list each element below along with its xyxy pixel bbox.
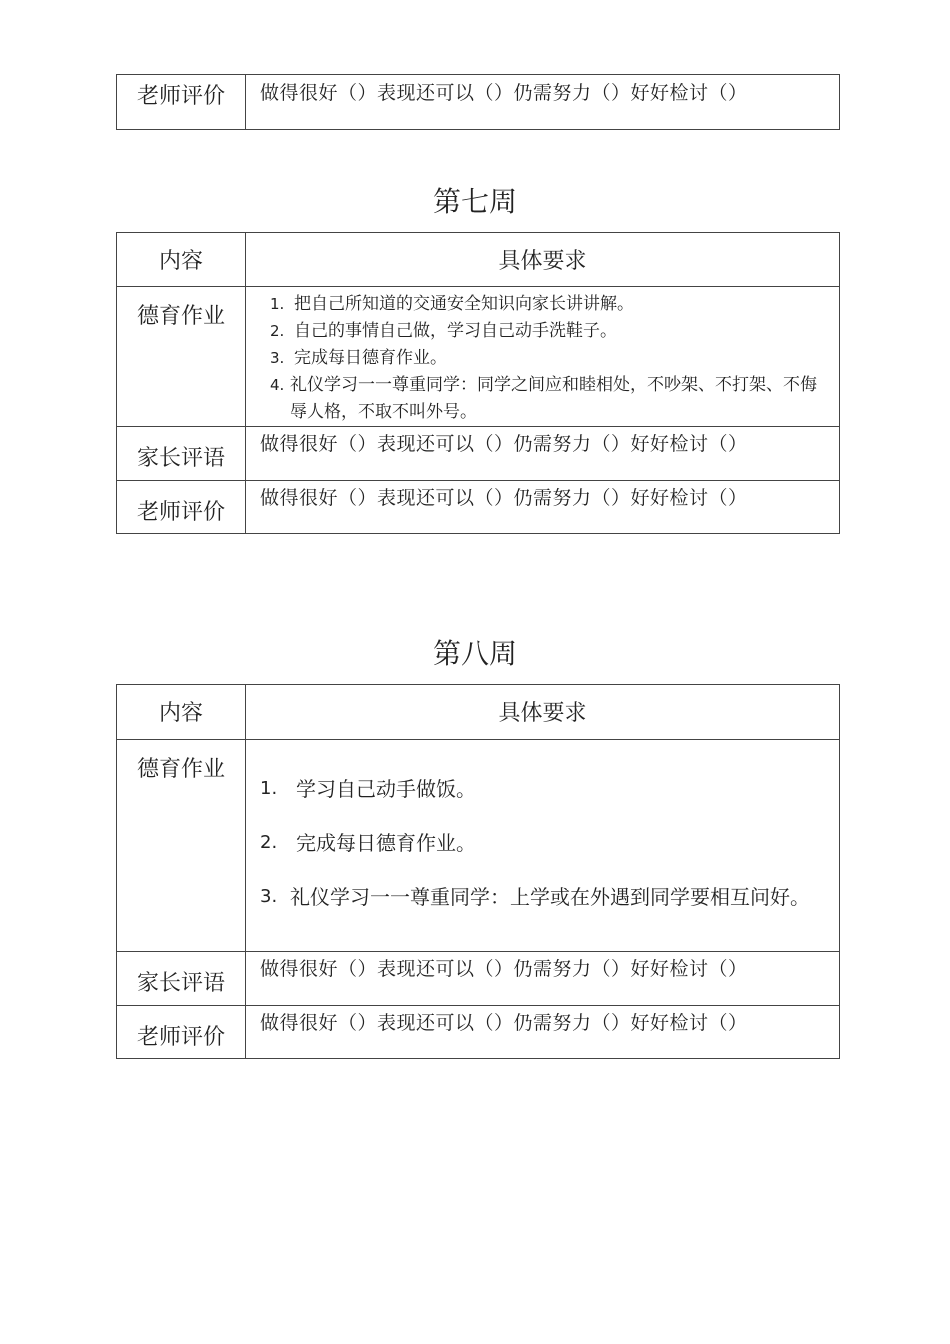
list-item — [270, 291, 825, 318]
list-item — [270, 318, 825, 345]
list-item-text: 学习自己动手做饭。 — [296, 777, 476, 801]
list-item-text: 自己的事情自己做，学习自己动手洗鞋子。 — [294, 321, 617, 341]
list-item-number: 2. — [260, 832, 278, 853]
week8-parent-row — [117, 952, 840, 1006]
week7-teacher-options: 做得很好（）表现还可以（）仍需努力（）好好检讨（） — [246, 481, 840, 534]
week8-header-row — [117, 685, 840, 740]
week8-teacher-row — [117, 1006, 840, 1059]
week7-moral-row — [117, 287, 840, 427]
list-item — [270, 372, 825, 426]
week8-title: 第八周 — [432, 637, 517, 670]
list-item-text: 礼仪学习一一尊重同学：上学或在外遇到同学要相互问好。 — [290, 885, 810, 909]
list-item — [260, 870, 823, 924]
week7-moral-list — [246, 287, 839, 426]
list-item-text: 完成每日德育作业。 — [294, 348, 447, 368]
week8-moral-row — [117, 740, 840, 952]
week8-teacher-label: 老师评价 — [117, 1006, 246, 1059]
week8-table — [116, 684, 840, 1059]
list-item-number: 2. — [270, 322, 285, 340]
week7-moral-content — [246, 287, 840, 427]
list-item-number: 3. — [260, 886, 278, 907]
week8-parent-options: 做得很好（）表现还可以（）仍需努力（）好好检讨（） — [246, 952, 840, 1006]
week7-teacher-label: 老师评价 — [117, 481, 246, 534]
list-item — [270, 345, 825, 372]
week7-parent-options: 做得很好（）表现还可以（）仍需努力（）好好检讨（） — [246, 427, 840, 481]
list-item-text: 礼仪学习一一尊重同学：同学之间应和睦相处，不吵架、不打架、不侮辱人格，不取不叫外号。 — [290, 375, 817, 422]
week7-table — [116, 232, 840, 534]
list-item-number: 1. — [270, 295, 285, 313]
week8-parent-label: 家长评语 — [117, 952, 246, 1006]
week8-content-header: 内容 — [117, 685, 246, 740]
week7-parent-row — [117, 427, 840, 481]
week7-header-row — [117, 233, 840, 287]
week8-moral-list — [246, 740, 839, 924]
teacher-evaluation-options: 做得很好（）表现还可以（）仍需努力（）好好检讨（） — [246, 75, 840, 130]
week7-requirement-header: 具体要求 — [246, 233, 840, 287]
previous-week-table — [116, 74, 840, 130]
list-item — [260, 816, 823, 870]
week7-teacher-row — [117, 481, 840, 534]
week8-teacher-options: 做得很好（）表现还可以（）仍需努力（）好好检讨（） — [246, 1006, 840, 1059]
list-item-number: 4. — [270, 376, 285, 394]
list-item — [260, 762, 823, 816]
week8-moral-label: 德育作业 — [117, 740, 246, 952]
teacher-evaluation-row — [117, 75, 840, 130]
list-item-text: 把自己所知道的交通安全知识向家长讲讲解。 — [294, 294, 634, 314]
teacher-evaluation-label: 老师评价 — [117, 75, 246, 130]
week7-moral-label: 德育作业 — [117, 287, 246, 427]
list-item-text: 完成每日德育作业。 — [296, 831, 476, 855]
week8-moral-content — [246, 740, 840, 952]
week8-requirement-header: 具体要求 — [246, 685, 840, 740]
week7-parent-label: 家长评语 — [117, 427, 246, 481]
week7-title: 第七周 — [432, 185, 517, 218]
list-item-number: 1. — [260, 778, 278, 799]
week7-content-header: 内容 — [117, 233, 246, 287]
list-item-number: 3. — [270, 349, 285, 367]
